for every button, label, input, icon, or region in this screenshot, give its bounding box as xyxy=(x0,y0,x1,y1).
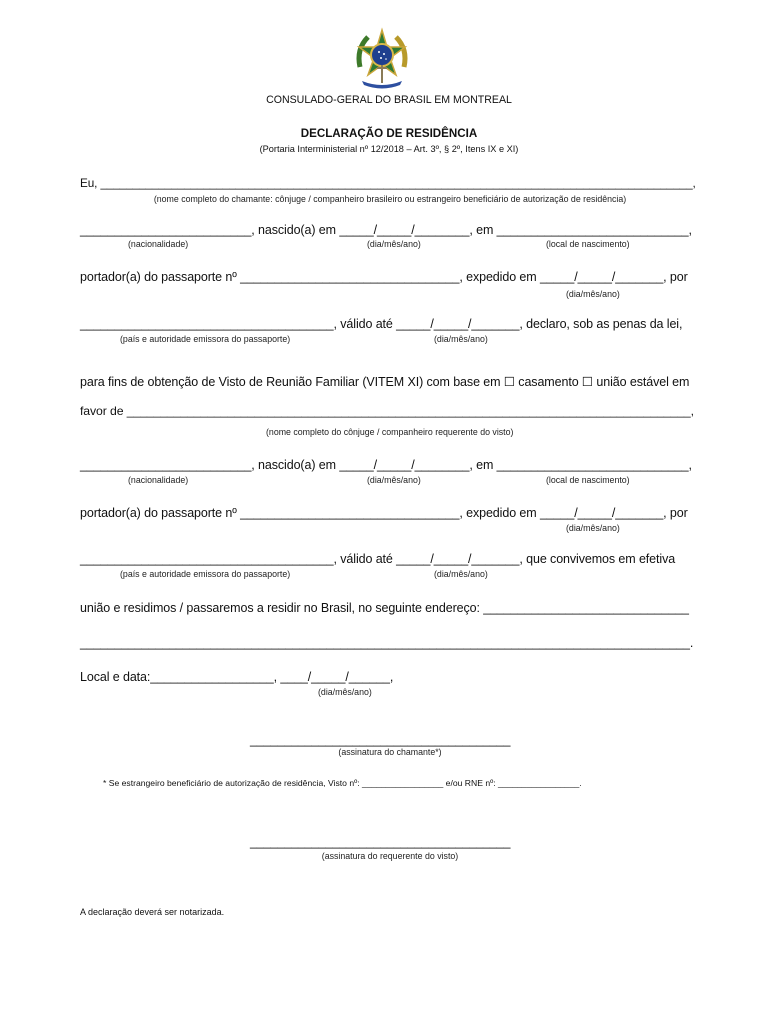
caller-signature-line: ______________________________________ xyxy=(250,733,511,747)
birth-date-caption: (dia/mês/ano) xyxy=(367,239,421,249)
applicant-birth-line: _________________________, nascido(a) em _____/_____/________, em ____________________________, xyxy=(80,458,692,472)
applicant-signature-line: ______________________________________ xyxy=(250,835,511,849)
applicant-validity-line: _____________________________________, válido até _____/_____/_______, que convivemos em efetiva xyxy=(80,552,676,566)
document-title: DECLARAÇÃO DE RESIDÊNCIA xyxy=(300,127,478,140)
passport-date-caption: (dia/mês/ano) xyxy=(566,523,620,533)
consulate-name: CONSULADO-GERAL DO BRASIL EM MONTREAL xyxy=(266,94,512,106)
caller-name-line: Eu, ____________________________________________________________________________________________, xyxy=(80,177,696,190)
beneficiary-line: favor de ____________________________________________________________________________________, xyxy=(80,404,694,418)
address-line: união e residimos / passaremos a residir no Brasil, no seguinte endereço: ______________________________ xyxy=(80,601,689,615)
place-date-caption: (dia/mês/ano) xyxy=(318,687,372,697)
applicant-passport-line: portador(a) do passaporte nº ________________________________, expedido em _____/_____/_______, por xyxy=(80,506,688,520)
document-subtitle: (Portaria Interministerial nº 12/2018 – Art. 3º, § 2º, Itens IX e XI) xyxy=(259,144,519,154)
nationality-caption: (nacionalidade) xyxy=(128,475,189,485)
brazil-coat-of-arms-icon xyxy=(350,27,414,91)
caller-validity-line: _____________________________________, válido até _____/_____/_______, declaro, sob as penas da lei, xyxy=(80,317,683,331)
passport-date-caption: (dia/mês/ano) xyxy=(566,289,620,299)
birthplace-caption: (local de nascimento) xyxy=(546,239,630,249)
issuer-caption: (país e autoridade emissora do passaporte) xyxy=(120,569,291,579)
purpose-line: para fins de obtenção de Visto de Reunião Familiar (VITEM XI) com base em ☐ casamento ☐ união estável em xyxy=(80,375,690,389)
beneficiary-caption: (nome completo do cônjuge / companheiro requerente do visto) xyxy=(266,427,514,437)
caller-name-caption: (nome completo do chamante: cônjuge / companheiro brasileiro ou estrangeiro beneficiário de autorização de residência) xyxy=(153,194,627,204)
place-date-line: Local e data:__________________, ____/_____/______, xyxy=(80,670,394,684)
foreigner-visa-note: * Se estrangeiro beneficiário de autorização de residência, Visto nº: _________________ e/ou RNE nº: _________________. xyxy=(103,778,582,788)
caller-birth-line: _________________________, nascido(a) em _____/_____/________, em ____________________________, xyxy=(80,223,692,237)
notarization-note: A declaração deverá ser notarizada. xyxy=(80,907,225,917)
validity-date-caption: (dia/mês/ano) xyxy=(434,569,488,579)
caller-passport-line: portador(a) do passaporte nº ________________________________, expedido em _____/_____/_______, por xyxy=(80,270,688,284)
address-continuation-line: _________________________________________________________________________________________. xyxy=(80,636,694,650)
birth-date-caption: (dia/mês/ano) xyxy=(367,475,421,485)
issuer-caption: (país e autoridade emissora do passaporte) xyxy=(120,334,291,344)
applicant-signature-caption: (assinatura do requerente do visto) xyxy=(321,851,459,861)
birthplace-caption: (local de nascimento) xyxy=(546,475,630,485)
validity-date-caption: (dia/mês/ano) xyxy=(434,334,488,344)
caller-signature-caption: (assinatura do chamante*) xyxy=(338,747,442,757)
nationality-caption: (nacionalidade) xyxy=(128,239,189,249)
